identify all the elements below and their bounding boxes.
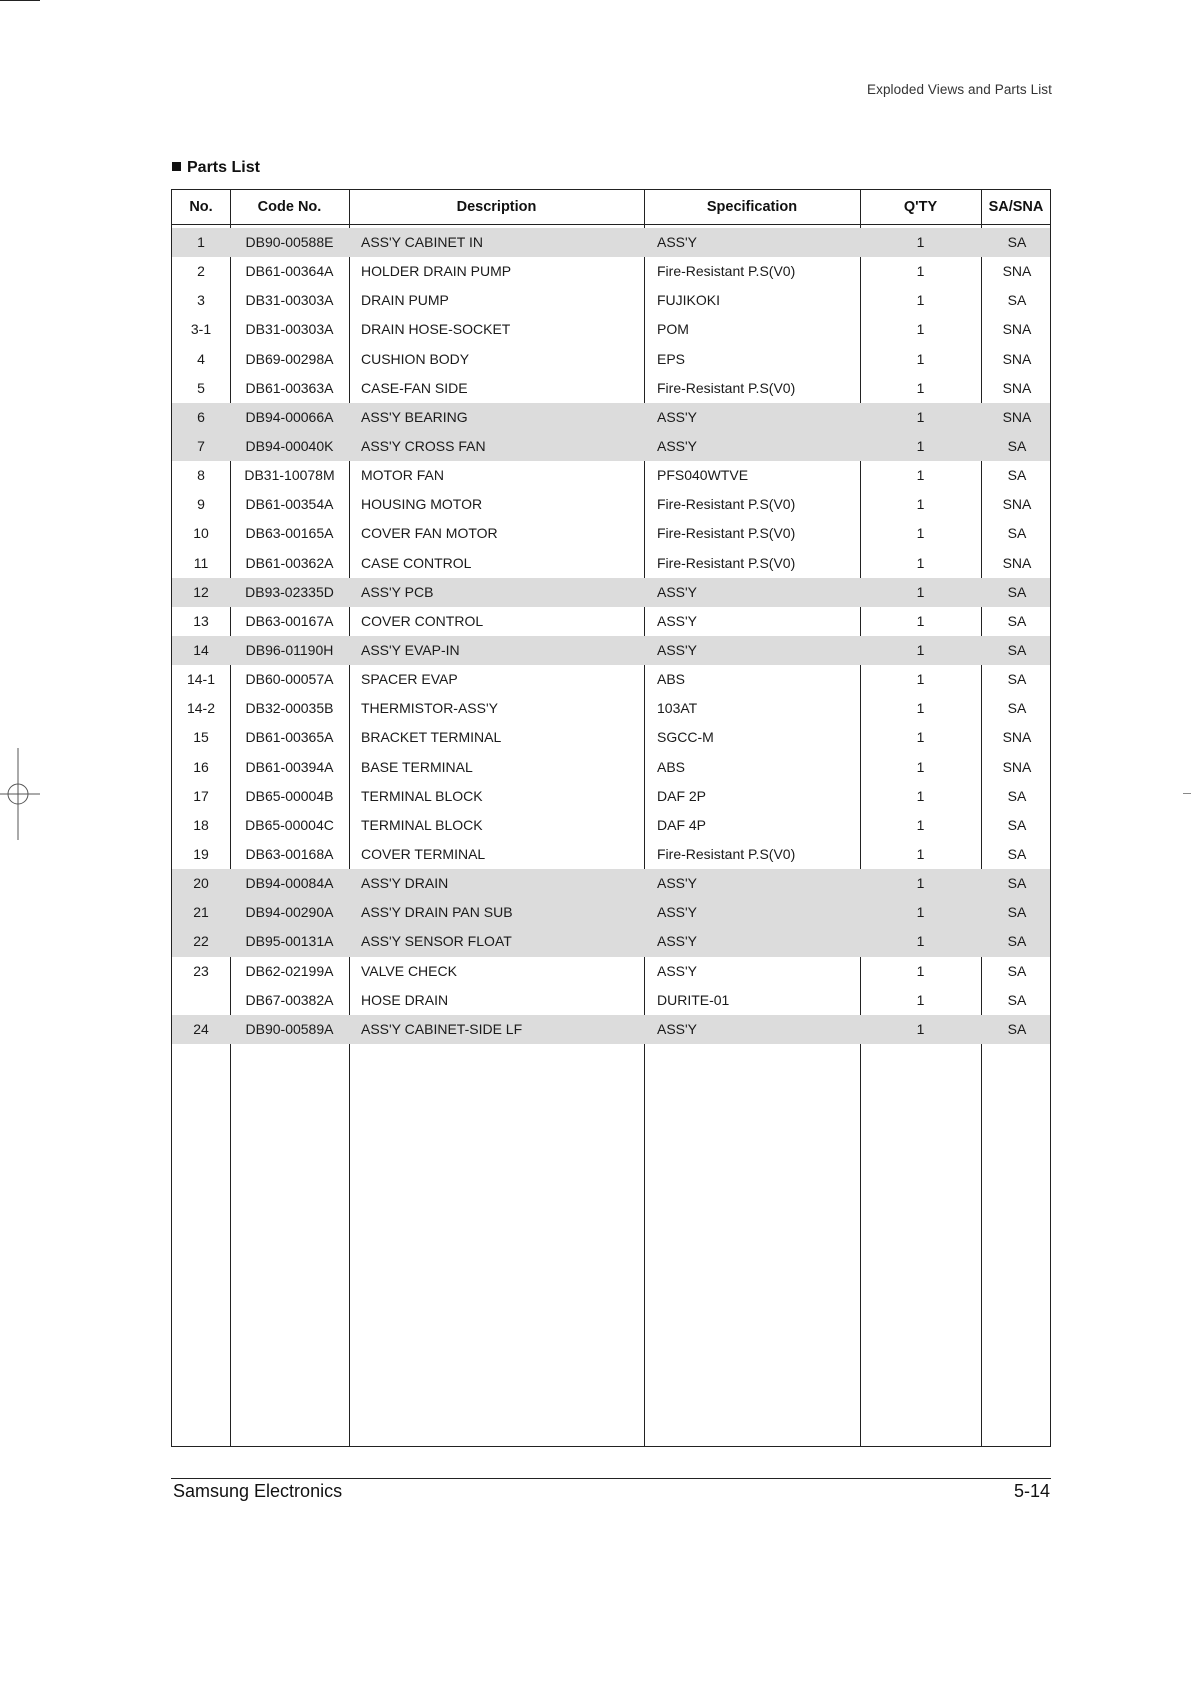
cell-no: 4 — [197, 350, 205, 367]
cell-description: COVER FAN MOTOR — [361, 525, 498, 542]
cell-code: DB94-00290A — [245, 904, 334, 921]
cell-qty: 1 — [916, 408, 925, 425]
cell-no: 20 — [193, 875, 209, 892]
cell-description: ASS'Y DRAIN — [361, 875, 449, 892]
cell-qty: 1 — [916, 641, 925, 658]
table-row — [172, 811, 1050, 840]
table-row — [172, 519, 1050, 548]
cell-specification: FUJIKOKI — [657, 292, 721, 309]
table-row — [172, 315, 1050, 344]
table-row — [172, 840, 1050, 869]
cell-specification: ABS — [657, 758, 686, 775]
cell-description: CUSHION BODY — [361, 350, 470, 367]
cell-no: 24 — [193, 1020, 209, 1037]
cell-sa-sna: SNA — [1002, 758, 1032, 775]
cell-code: DB94-00066A — [245, 408, 334, 425]
cell-qty: 1 — [916, 904, 925, 921]
cell-code: DB69-00298A — [245, 350, 334, 367]
cell-sa-sna: SNA — [1002, 379, 1032, 396]
cell-no: 22 — [193, 933, 209, 950]
cell-description: ASS'Y PCB — [361, 583, 434, 600]
cell-code: DB63-00167A — [245, 612, 334, 629]
cell-code: DB31-00303A — [245, 321, 334, 338]
cell-description: HOLDER DRAIN PUMP — [361, 263, 512, 280]
cell-description: COVER TERMINAL — [361, 845, 486, 862]
section-title-text: Parts List — [187, 159, 260, 176]
cell-sa-sna: SA — [1007, 437, 1027, 454]
cell-code: DB31-00303A — [245, 292, 334, 309]
cell-code: DB93-02335D — [245, 583, 334, 600]
cell-specification: Fire-Resistant P.S(V0) — [657, 554, 796, 571]
cell-no: 6 — [197, 408, 205, 425]
cell-description: SPACER EVAP — [361, 671, 458, 688]
cell-sa-sna: SA — [1007, 1020, 1027, 1037]
cell-sa-sna: SNA — [1002, 408, 1032, 425]
cell-specification: Fire-Resistant P.S(V0) — [657, 379, 796, 396]
running-head: Exploded Views and Parts List — [866, 82, 1052, 97]
cell-specification: SGCC-M — [657, 729, 714, 746]
table-row — [172, 957, 1050, 986]
cell-code: DB31-10078M — [244, 467, 335, 484]
cell-sa-sna: SA — [1007, 962, 1027, 979]
cell-description: DRAIN PUMP — [361, 292, 449, 309]
cell-specification: PFS040WTVE — [657, 467, 749, 484]
cell-qty: 1 — [916, 554, 925, 571]
cell-no: 1 — [197, 234, 205, 250]
square-bullet-icon — [172, 162, 181, 171]
cell-specification: ASS'Y — [657, 408, 698, 425]
cell-sa-sna: SA — [1007, 816, 1027, 833]
cell-qty: 1 — [916, 1020, 925, 1037]
cell-specification: ASS'Y — [657, 904, 698, 921]
cell-no: 9 — [197, 496, 205, 513]
table-row — [172, 490, 1050, 519]
cell-sa-sna: SA — [1007, 671, 1027, 688]
cell-code: DB95-00131A — [245, 933, 334, 950]
cell-specification: DURITE-01 — [657, 991, 730, 1008]
crop-mark-top-left — [0, 0, 40, 1]
parts-list-table — [171, 189, 1051, 1447]
cell-no: 23 — [193, 962, 209, 979]
cell-specification: ASS'Y — [657, 962, 698, 979]
cell-no: 17 — [193, 787, 209, 804]
cell-no: 11 — [193, 554, 209, 571]
cell-description: ASS'Y SENSOR FLOAT — [361, 933, 512, 950]
cell-description: ASS'Y CABINET-SIDE LF — [361, 1020, 523, 1037]
cell-description: HOSE DRAIN — [361, 991, 449, 1008]
cell-description: ASS'Y CABINET IN — [361, 234, 483, 250]
cell-sa-sna: SA — [1007, 700, 1027, 717]
cell-code: DB32-00035B — [245, 700, 334, 717]
cell-qty: 1 — [916, 729, 925, 746]
cell-qty: 1 — [916, 787, 925, 804]
cell-no: 10 — [193, 525, 209, 542]
table-row — [172, 432, 1050, 461]
cell-sa-sna: SA — [1007, 991, 1027, 1008]
header-specification: Specification — [706, 199, 798, 215]
header-description: Description — [456, 199, 537, 215]
cell-specification: ASS'Y — [657, 875, 698, 892]
table-row — [172, 403, 1050, 432]
footer-rule — [171, 1478, 1051, 1479]
cell-code: DB63-00168A — [245, 845, 334, 862]
header-qty: Q'TY — [903, 199, 938, 215]
table-row — [172, 898, 1050, 927]
table-row — [172, 869, 1050, 898]
cell-qty: 1 — [916, 671, 925, 688]
cell-sa-sna: SA — [1007, 933, 1027, 950]
cell-description: COVER CONTROL — [361, 612, 484, 629]
cell-sa-sna: SA — [1007, 641, 1027, 658]
cell-no: 2 — [197, 263, 205, 280]
cell-description: TERMINAL BLOCK — [361, 787, 483, 804]
cell-sa-sna: SNA — [1002, 321, 1032, 338]
cell-code: DB61-00362A — [245, 554, 334, 571]
table-row — [172, 374, 1050, 403]
cell-qty: 1 — [916, 962, 925, 979]
cell-specification: Fire-Resistant P.S(V0) — [657, 845, 796, 862]
cell-sa-sna: SA — [1007, 845, 1027, 862]
cell-no: 3 — [197, 292, 205, 309]
cell-description: MOTOR FAN — [361, 467, 444, 484]
table-row — [172, 228, 1050, 257]
cell-qty: 1 — [916, 292, 925, 309]
cell-no: 14-2 — [186, 700, 216, 717]
cell-specification: Fire-Resistant P.S(V0) — [657, 525, 796, 542]
cell-sa-sna: SA — [1007, 292, 1027, 309]
cell-qty: 1 — [916, 496, 925, 513]
cell-sa-sna: SNA — [1002, 554, 1032, 571]
table-row — [172, 257, 1050, 286]
cell-code: DB94-00084A — [245, 875, 334, 892]
cell-qty: 1 — [916, 467, 925, 484]
cell-qty: 1 — [916, 379, 925, 396]
table-row — [172, 986, 1050, 1015]
cell-description: VALVE CHECK — [361, 962, 457, 979]
cell-code: DB61-00394A — [245, 758, 334, 775]
table-row — [172, 461, 1050, 490]
cell-no: 19 — [193, 845, 209, 862]
cell-no: 3-1 — [190, 321, 212, 338]
table-body — [172, 228, 1050, 1044]
cell-description: THERMISTOR-ASS'Y — [361, 700, 498, 717]
cell-sa-sna: SNA — [1002, 729, 1032, 746]
cell-qty: 1 — [916, 875, 925, 892]
table-row — [172, 607, 1050, 636]
cell-description: ASS'Y DRAIN PAN SUB — [361, 904, 513, 921]
cell-code: DB62-02199A — [245, 962, 334, 979]
cell-description: HOUSING MOTOR — [361, 496, 483, 513]
cell-specification: EPS — [657, 350, 686, 367]
cell-code: DB60-00057A — [245, 671, 334, 688]
table-row — [172, 782, 1050, 811]
cell-specification: Fire-Resistant P.S(V0) — [657, 263, 796, 280]
cell-code: DB61-00364A — [245, 263, 334, 280]
cell-specification: ASS'Y — [657, 437, 698, 454]
cell-qty: 1 — [916, 991, 925, 1008]
cell-code: DB67-00382A — [245, 991, 334, 1008]
header-sa-sna: SA/SNA — [988, 199, 1044, 215]
cell-no: 21 — [193, 904, 209, 921]
cell-description: CASE-FAN SIDE — [361, 379, 468, 396]
cell-code: DB90-00589A — [245, 1020, 334, 1037]
cell-sa-sna: SNA — [1002, 496, 1032, 513]
cell-specification: ASS'Y — [657, 583, 698, 600]
cell-specification: ABS — [657, 671, 686, 688]
cell-specification: ASS'Y — [657, 1020, 698, 1037]
cell-code: DB94-00040K — [245, 437, 334, 454]
cell-specification: POM — [657, 321, 689, 338]
cell-code: DB61-00354A — [245, 496, 334, 513]
cell-qty: 1 — [916, 816, 925, 833]
cell-sa-sna: SA — [1007, 525, 1027, 542]
cell-code: DB65-00004B — [245, 787, 334, 804]
cell-no: 15 — [193, 729, 209, 746]
cell-qty: 1 — [916, 700, 925, 717]
cell-qty: 1 — [916, 525, 925, 542]
cell-description: ASS'Y CROSS FAN — [361, 437, 486, 454]
cell-qty: 1 — [916, 437, 925, 454]
header-code: Code No. — [257, 199, 322, 215]
cell-specification: 103AT — [657, 700, 698, 717]
cell-no: 18 — [193, 816, 209, 833]
cell-no: 7 — [197, 437, 205, 454]
table-row — [172, 549, 1050, 578]
cell-code: DB61-00365A — [245, 729, 334, 746]
cell-qty: 1 — [916, 583, 925, 600]
footer-page-number: 5-14 — [1013, 1481, 1050, 1501]
table-row — [172, 1015, 1050, 1044]
cell-description: TERMINAL BLOCK — [361, 816, 483, 833]
cell-sa-sna: SA — [1007, 467, 1027, 484]
cell-qty: 1 — [916, 321, 925, 338]
cell-qty: 1 — [916, 933, 925, 950]
cell-code: DB96-01190H — [245, 641, 334, 658]
cell-sa-sna: SA — [1007, 234, 1027, 250]
cell-description: DRAIN HOSE-SOCKET — [361, 321, 511, 338]
cell-no: 12 — [193, 583, 209, 600]
cell-no: 5 — [197, 379, 205, 396]
cell-specification: ASS'Y — [657, 612, 698, 629]
table-row — [172, 578, 1050, 607]
cell-description: CASE CONTROL — [361, 554, 472, 571]
cell-qty: 1 — [916, 758, 925, 775]
cell-no — [172, 986, 230, 1015]
cell-specification: DAF 2P — [657, 787, 707, 804]
crop-mark-right — [1183, 793, 1191, 794]
table-row — [172, 927, 1050, 956]
cell-specification: ASS'Y — [657, 234, 698, 250]
cell-specification: DAF 4P — [657, 816, 707, 833]
cell-sa-sna: SA — [1007, 583, 1027, 600]
cell-code: DB65-00004C — [245, 816, 334, 833]
cell-sa-sna: SA — [1007, 612, 1027, 629]
table-row — [172, 723, 1050, 752]
table-header — [172, 190, 1050, 225]
table-row — [172, 636, 1050, 665]
cell-sa-sna: SA — [1007, 904, 1027, 921]
cell-code: DB90-00588E — [245, 234, 334, 250]
cell-qty: 1 — [916, 845, 925, 862]
cell-description: BASE TERMINAL — [361, 758, 473, 775]
table-row — [172, 345, 1050, 374]
cell-specification: ASS'Y — [657, 933, 698, 950]
footer-company: Samsung Electronics — [173, 1481, 343, 1501]
cell-description: ASS'Y BEARING — [361, 408, 468, 425]
cell-code: DB63-00165A — [245, 525, 334, 542]
table-row — [172, 694, 1050, 723]
table-row — [172, 665, 1050, 694]
cell-qty: 1 — [916, 350, 925, 367]
cell-qty: 1 — [916, 263, 925, 280]
cell-description: BRACKET TERMINAL — [361, 729, 502, 746]
header-no: No. — [189, 199, 213, 215]
cell-no: 14-1 — [186, 671, 216, 688]
cell-qty: 1 — [916, 234, 925, 250]
cell-sa-sna: SNA — [1002, 263, 1032, 280]
cell-no: 14 — [193, 641, 209, 658]
cell-description: ASS'Y EVAP-IN — [361, 641, 460, 658]
section-title — [172, 159, 260, 177]
cell-no: 13 — [193, 612, 209, 629]
cell-sa-sna: SNA — [1002, 350, 1032, 367]
table-row — [172, 753, 1050, 782]
cell-specification: ASS'Y — [657, 641, 698, 658]
cell-no: 8 — [197, 467, 205, 484]
registration-mark-icon — [0, 748, 40, 840]
table-row — [172, 286, 1050, 315]
cell-no: 16 — [193, 758, 209, 775]
cell-code: DB61-00363A — [245, 379, 334, 396]
cell-sa-sna: SA — [1007, 787, 1027, 804]
cell-specification: Fire-Resistant P.S(V0) — [657, 496, 796, 513]
cell-sa-sna: SA — [1007, 875, 1027, 892]
cell-qty: 1 — [916, 612, 925, 629]
